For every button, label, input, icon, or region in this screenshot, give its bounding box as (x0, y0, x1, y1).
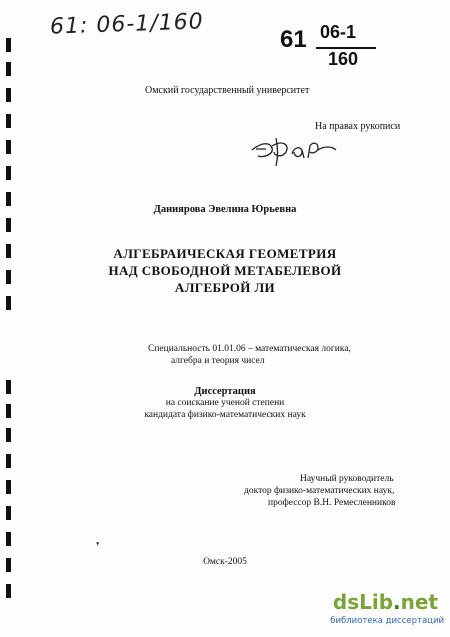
binding-mark (6, 454, 11, 468)
degree-line: кандидата физико-математических наук (144, 410, 306, 420)
binding-mark (6, 296, 11, 310)
degree-line: на соискание ученой степени (165, 398, 285, 408)
university-name: Омский государственный университет (145, 85, 310, 96)
supervisor-line: доктор физико-математических наук, (244, 486, 395, 496)
specialty-line: алгебра и теория чисел (171, 356, 265, 366)
watermark-logo-main: dsLib (332, 590, 394, 614)
watermark-logo-dot: . (393, 590, 401, 614)
stamp-numerator: 06-1 (320, 22, 357, 42)
handwritten-archive-number: 61: 06-1/160 (49, 9, 205, 40)
title-line: АЛГЕБРАИЧЕСКАЯ ГЕОМЕТРИЯ (113, 246, 337, 261)
author-signature (248, 128, 338, 168)
binding-mark (6, 88, 11, 102)
archive-stamp (280, 22, 380, 70)
stamp-main-number: 61 (280, 26, 307, 53)
title-line: НАД СВОБОДНОЙ МЕТАБЕЛЕВОЙ (108, 263, 342, 278)
binding-mark (6, 218, 11, 232)
scan-speck: ❜ (96, 541, 100, 553)
city-year: Омск-2005 (203, 557, 247, 567)
watermark-logo (333, 590, 438, 614)
dissertation-title (0, 245, 450, 296)
title-line: АЛГЕБРОЙ ЛИ (174, 280, 276, 295)
watermark-logo-tld: net (400, 590, 438, 614)
binding-mark (6, 506, 11, 520)
supervisor-line: профессор В.Н. Ремесленников (268, 498, 396, 508)
binding-mark (6, 428, 11, 442)
dissertation-label: Диссертация (194, 386, 256, 397)
supervisor-line: Научный руководитель (300, 474, 394, 484)
binding-mark (6, 480, 11, 494)
stamp-denominator: 160 (328, 49, 359, 69)
watermark-subtitle: библиотека диссертаций (330, 616, 444, 626)
binding-mark (6, 584, 11, 598)
binding-mark (6, 62, 11, 76)
dslib-watermark (330, 590, 448, 632)
author-name: Даниярова Эвелина Юрьевна (153, 204, 297, 215)
manuscript-rights-note: На правах рукописи (315, 121, 401, 132)
binding-mark (6, 114, 11, 128)
specialty-line: Специальность 01.01.06 – математическая логика, (148, 344, 351, 354)
binding-mark (6, 166, 11, 180)
binding-mark (6, 532, 11, 546)
binding-mark (6, 140, 11, 154)
binding-mark (6, 38, 11, 52)
